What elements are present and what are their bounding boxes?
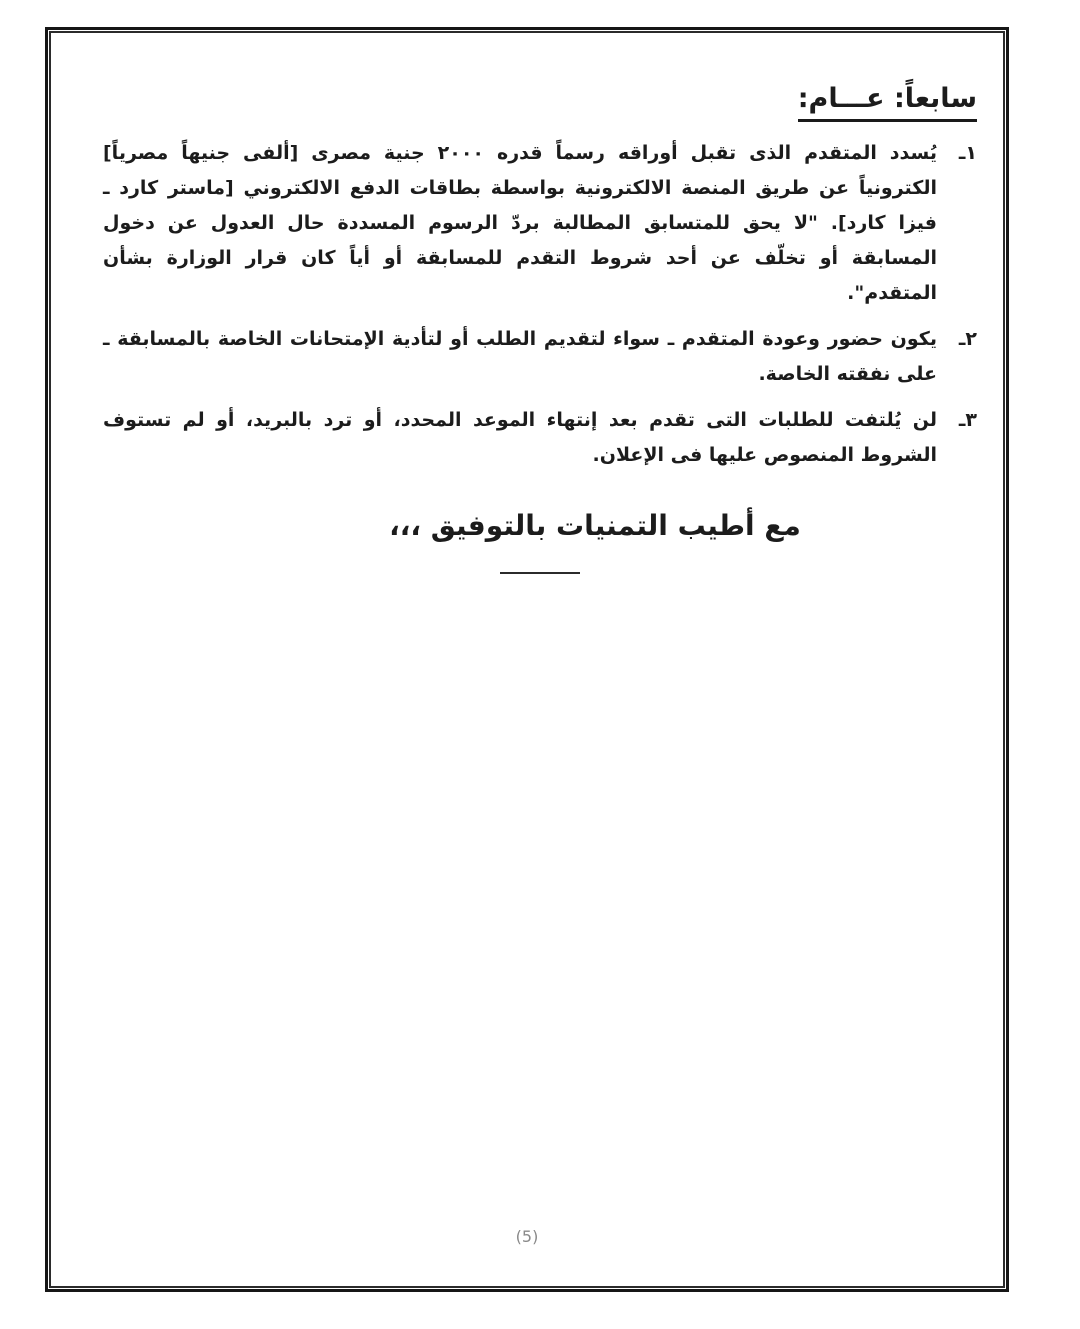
list-item (103, 322, 977, 392)
item-number: ١ـ (958, 142, 977, 164)
item-text: لن يُلتفت للطلبات التى تقدم بعد إنتهاء الموعد المحدد، أو ترد بالبريد، أو لم تستوف الشروط المنصوص عليها فى الإعلان. (103, 409, 937, 466)
closing-wishes: مع أطيب التمنيات بالتوفيق ،،، (389, 509, 801, 542)
item-number: ٣ـ (958, 409, 977, 431)
list-item (103, 403, 977, 473)
list-item (103, 136, 977, 311)
item-number: ٢ـ (958, 328, 977, 350)
numbered-list (103, 136, 977, 473)
item-text: يُسدد المتقدم الذى تقبل أوراقه رسماً قدره ٢٠٠٠ جنية مصرى [ألفى جنيهاً مصرياً] الكترونياً عن طريق المنصة الالكترونية بواسطة بطاقات الدفع الالكتروني [ماستر كارد ـ فيزا كارد]. "لا يحق للمتسابق المطالبة بردّ الرسوم المسددة حال العدول عن دخول المسابقة أو تخلّف عن أحد شروط التقدم للمسابقة أو أياً كان قرار الوزارة بشأن المتقدم". (103, 142, 938, 304)
page-frame (49, 31, 1005, 1288)
item-text: يكون حضور وعودة المتقدم ـ سواء لتقديم الطلب أو لتأدية الإمتحانات الخاصة بالمسابقة ـ على نفقته الخاصة. (103, 328, 937, 385)
closing-divider-rule (500, 572, 580, 574)
section-heading-text: سابعاً: عـــام: (798, 83, 977, 122)
page-content (51, 33, 1003, 1286)
page-number: (5) (515, 1227, 539, 1246)
section-heading (103, 83, 977, 122)
